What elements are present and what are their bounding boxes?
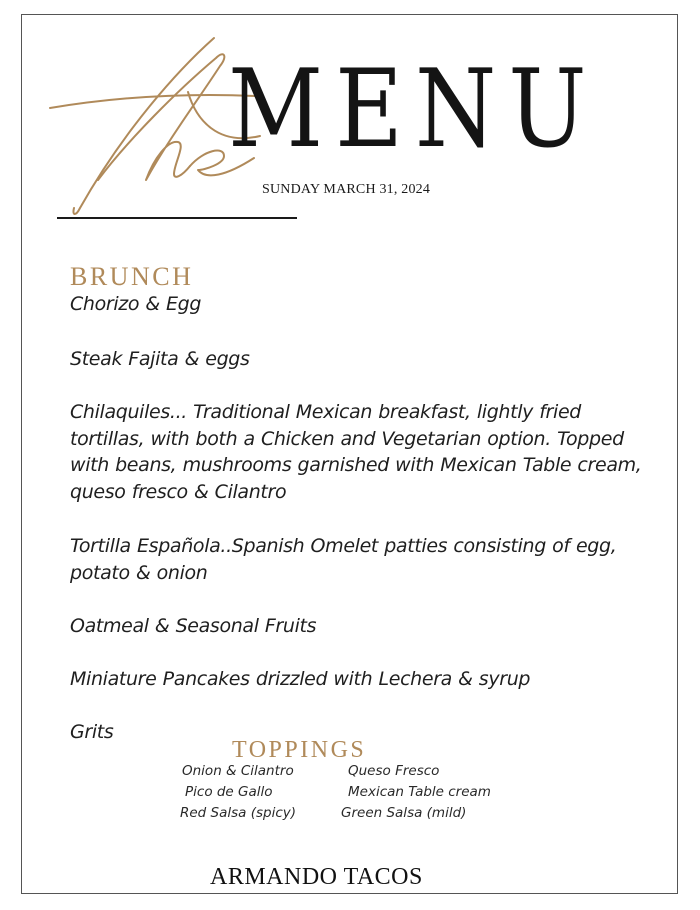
restaurant-name: ARMANDO TACOS [210, 864, 423, 890]
topping-item: Onion & Cilantro [182, 763, 294, 779]
header-divider [57, 217, 297, 219]
toppings-list [180, 762, 520, 828]
menu-date: SUNDAY MARCH 31, 2024 [262, 182, 431, 197]
topping-item: Green Salsa (mild) [341, 805, 467, 821]
topping-item: Queso Fresco [348, 763, 440, 779]
menu-title: MENU [228, 47, 599, 172]
menu-item-oatmeal: Oatmeal & Seasonal Fruits [70, 615, 317, 637]
topping-item: Mexican Table cream [348, 784, 491, 800]
brunch-heading: BRUNCH [70, 262, 194, 291]
menu-item-pancakes: Miniature Pancakes drizzled with Lechera & syrup [70, 668, 531, 690]
menu-item-tortilla-espanola: Tortilla Española..Spanish Omelet patties consisting of egg, potato & onion [70, 535, 617, 584]
menu-item-chorizo-egg: Chorizo & Egg [70, 293, 202, 315]
menu-item-chilaquiles: Chilaquiles... Traditional Mexican breakfast, lightly fried tortillas, with both a Chicken and Vegetarian option. Topped with beans, mushrooms garnished with Mexican Table cream, queso fresco & Cilantro [70, 401, 642, 503]
topping-item: Red Salsa (spicy) [180, 805, 297, 821]
menu-item-grits: Grits [70, 721, 114, 743]
topping-item: Pico de Gallo [185, 784, 273, 800]
toppings-heading: TOPPINGS [232, 737, 367, 763]
menu-item-steak-fajita: Steak Fajita & eggs [70, 348, 250, 370]
